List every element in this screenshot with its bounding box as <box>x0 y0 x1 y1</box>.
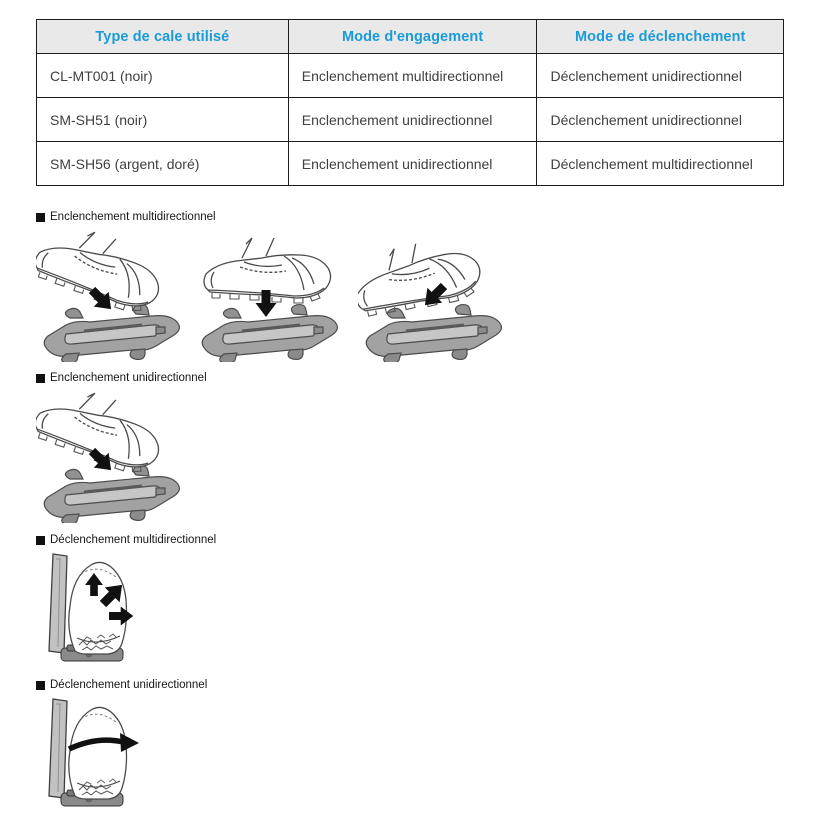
section-label-release-unidirectional <box>36 679 207 691</box>
table-row <box>37 54 784 98</box>
release-unidirectional-illustrations <box>36 695 150 817</box>
release-multidirectional-illustrations <box>36 550 150 672</box>
table-row <box>37 142 784 186</box>
header-release-mode: Mode de déclenchement <box>537 20 784 54</box>
cell-cleat-type: CL-MT001 (noir) <box>37 54 289 98</box>
cell-release: Déclenchement unidirectionnel <box>537 54 784 98</box>
square-bullet-icon <box>36 213 45 222</box>
engagement-multidirectional-illustrations <box>36 228 508 362</box>
section-label-text: Déclenchement unidirectionnel <box>50 679 208 691</box>
table-row <box>37 98 784 142</box>
cell-engagement: Enclenchement multidirectionnel <box>288 54 537 98</box>
shoe-engage-heel-down-illustration <box>358 228 508 362</box>
shoe-engage-toe-down-illustration <box>36 228 186 362</box>
section-label-text: Déclenchement multidirectionnel <box>50 534 217 546</box>
shoe-release-multidirectional-illustration <box>36 550 150 672</box>
table-header-row <box>37 20 784 54</box>
header-engagement-mode: Mode d'engagement <box>288 20 537 54</box>
section-label-text: Enclenchement unidirectionnel <box>50 372 207 384</box>
square-bullet-icon <box>36 536 45 545</box>
section-label-engagement-unidirectional <box>36 372 207 384</box>
section-label-engagement-multidirectional <box>36 211 216 223</box>
shoe-engage-toe-down-illustration <box>36 389 186 523</box>
pedal-icon <box>202 305 337 362</box>
section-label-text: Enclenchement multidirectionnel <box>50 211 216 223</box>
cell-cleat-type: SM-SH51 (noir) <box>37 98 289 142</box>
rear-shoe-crank-icon <box>49 554 127 661</box>
cell-release: Déclenchement multidirectionnel <box>537 142 784 186</box>
rear-shoe-crank-icon <box>49 699 127 806</box>
shoe-release-twist-illustration <box>36 695 150 817</box>
pedal-icon <box>44 305 179 362</box>
section-label-release-multidirectional <box>36 534 216 546</box>
pedal-icon <box>44 466 179 523</box>
cell-engagement: Enclenchement unidirectionnel <box>288 98 537 142</box>
square-bullet-icon <box>36 374 45 383</box>
cell-release: Déclenchement unidirectionnel <box>537 98 784 142</box>
header-cleat-type: Type de cale utilisé <box>37 20 289 54</box>
engagement-unidirectional-illustrations <box>36 389 186 523</box>
cleat-mode-table <box>36 19 784 186</box>
shoe-engage-flat-illustration <box>194 228 344 362</box>
cell-cleat-type: SM-SH56 (argent, doré) <box>37 142 289 186</box>
cell-engagement: Enclenchement unidirectionnel <box>288 142 537 186</box>
square-bullet-icon <box>36 681 45 690</box>
